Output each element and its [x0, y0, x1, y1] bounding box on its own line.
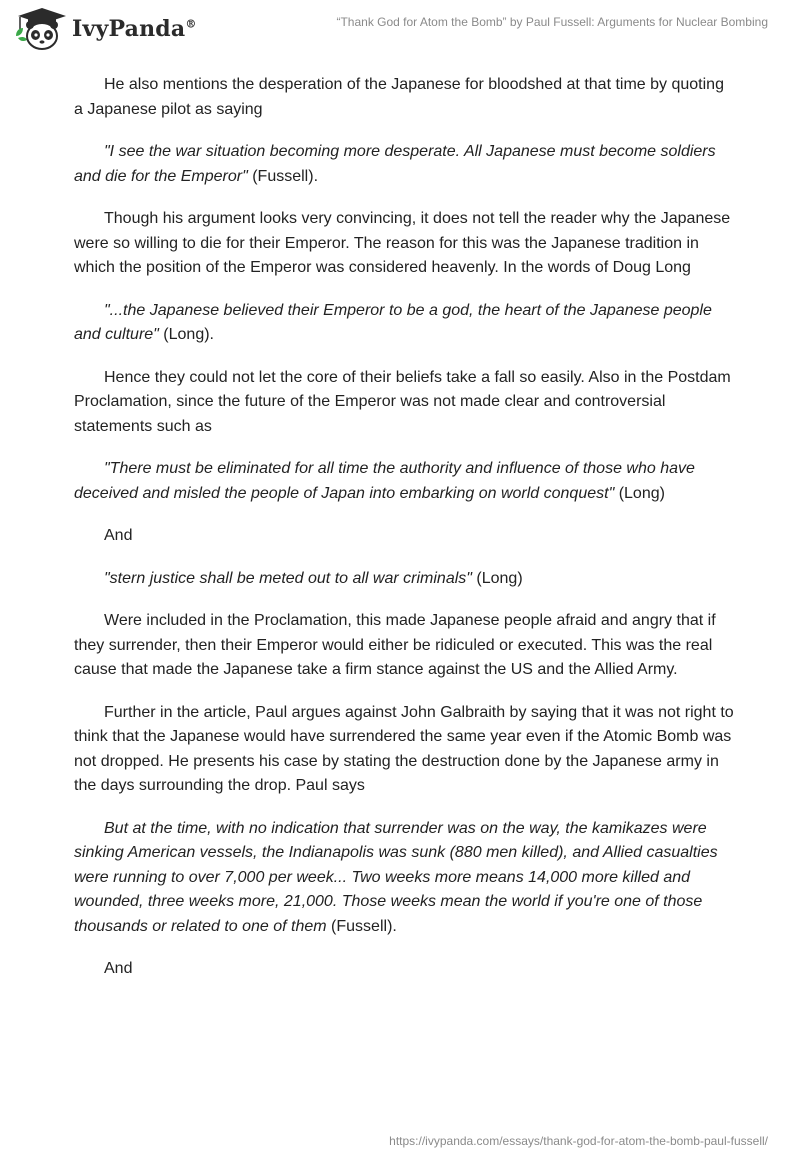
- quote-text: "I see the war situation becoming more desperate. All Japanese must become soldiers and die for the Emperor": [74, 143, 716, 185]
- quote-text: "...the Japanese believed their Emperor to be a god, the heart of the Japanese people and culture": [74, 301, 712, 343]
- paragraph-text: (Long).: [158, 326, 214, 343]
- page-header: [0, 0, 800, 60]
- paragraph: [74, 140, 734, 189]
- paragraph-text: (Fussell).: [326, 917, 397, 935]
- paragraph-text: (Long): [614, 484, 665, 502]
- document-title: “Thank God for Atom the Bomb” by Paul Fussell: Arguments for Nuclear Bombing: [336, 15, 768, 29]
- paragraph-text: (Fussell).: [247, 167, 319, 185]
- ivypanda-logo[interactable]: [14, 6, 197, 52]
- essay-body: [74, 73, 734, 1000]
- paragraph-text: He also mentions the desperation of the Japanese for bloodshed at that time by quoting a Japanese pilot as saying: [74, 76, 724, 118]
- paragraph-text: Further in the article, Paul argues against John Galbraith by saying that it was not right to think that the Japanese would have surrendered the same year even if the Atomic Bomb was not dropped. He presents his case by stating the destruction done by the Japanese army in the days surrounding the drop. Paul says: [74, 703, 734, 794]
- paragraph-text: (Long): [471, 569, 523, 587]
- paragraph: [74, 207, 734, 281]
- paragraph-text: Hence they could not let the core of their beliefs take a fall so easily. Also in the Postdam Proclamation, since the future of the Emperor was not made clear and controversial statements such as: [74, 368, 731, 435]
- paragraph-text: Though his argument looks very convincing, it does not tell the reader why the Japanese were so willing to die for their Emperor. The reason for this was the Japanese tradition in which the position of the Emperor was considered heavenly. In the words of Doug Long: [74, 210, 731, 276]
- paragraph-text: And: [104, 527, 133, 544]
- logo-wordmark: IvyPanda®: [72, 16, 197, 42]
- panda-graduate-icon: [14, 6, 70, 52]
- paragraph: [74, 366, 734, 440]
- paragraph: [74, 957, 734, 982]
- quote-text: "stern justice shall be meted out to all war criminals": [104, 569, 472, 587]
- paragraph: [74, 299, 734, 348]
- paragraph-text: Were included in the Proclamation, this made Japanese people afraid and angry that if they surrender, then their Emperor would either be ridiculed or executed. This was the real cause that made the Japanese take a firm stance against the US and the Allied Army.: [74, 612, 716, 678]
- source-url[interactable]: https://ivypanda.com/essays/thank-god-for-atom-the-bomb-paul-fussell/: [389, 1134, 768, 1148]
- paragraph: [74, 701, 734, 799]
- paragraph: [74, 817, 734, 940]
- quote-text: But at the time, with no indication that surrender was on the way, the kamikazes were sinking American vessels, the Indianapolis was sunk (880 men killed), and Allied casualties were running to over 7,000 per week... Two weeks more means 14,000 more killed and wounded, three weeks more, 21,000. Those weeks mean the world if you're one of those thousands or related to one of them: [74, 819, 718, 935]
- paragraph: [74, 524, 734, 549]
- paragraph: [74, 609, 734, 683]
- paragraph: [74, 567, 734, 592]
- paragraph-text: And: [104, 960, 133, 977]
- paragraph: [74, 73, 734, 122]
- quote-text: "There must be eliminated for all time the authority and influence of those who have deceived and misled the people of Japan into embarking on world conquest": [74, 460, 695, 502]
- paragraph: [74, 457, 734, 506]
